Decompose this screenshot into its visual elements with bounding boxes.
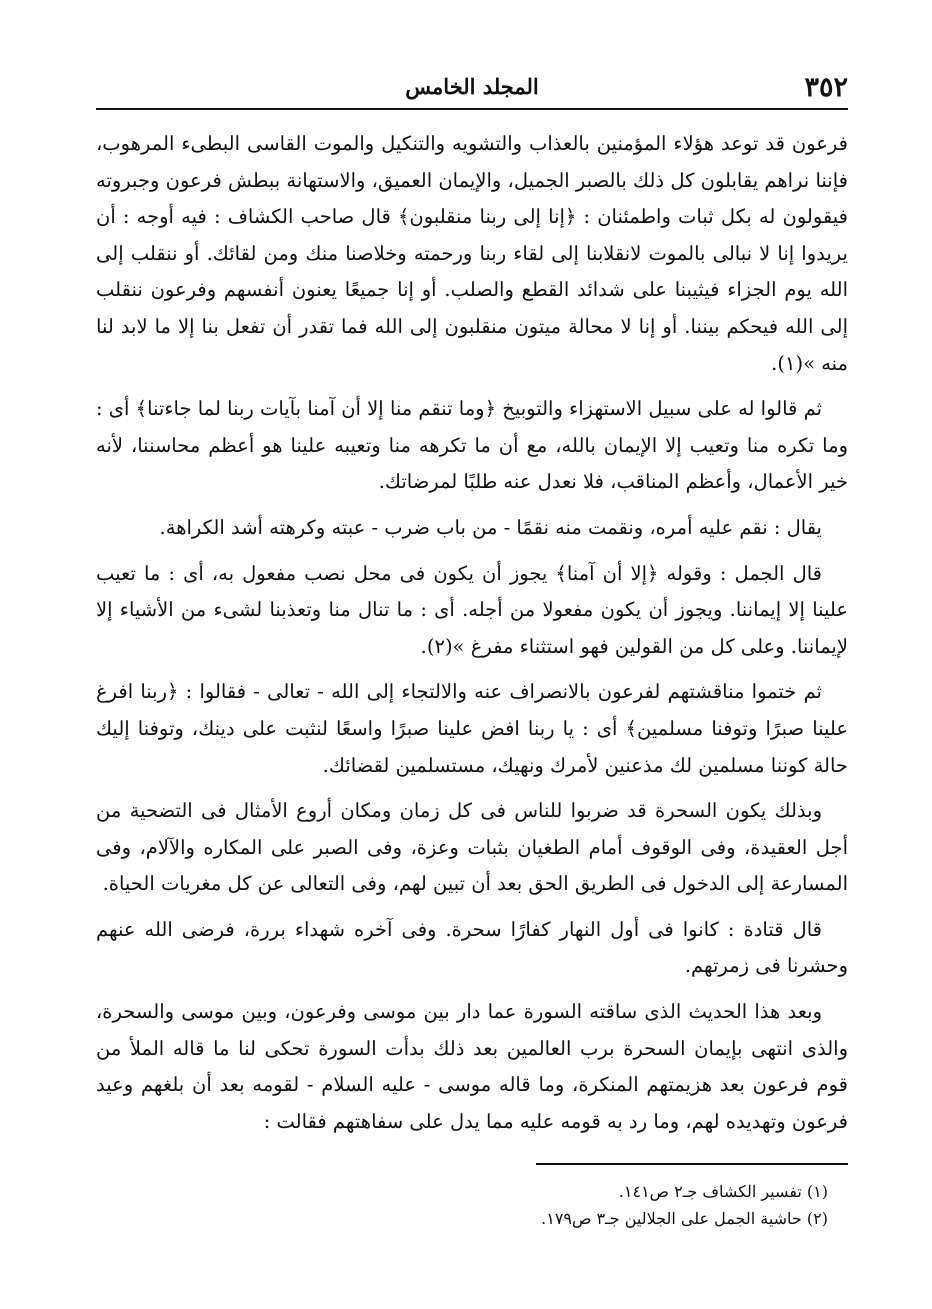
body-text bbox=[96, 126, 848, 1149]
paragraph: فرعون قد توعد هؤلاء المؤمنين بالعذاب والتشويه والتنكيل والموت القاسى البطىء المرهوب، فإننا نراهم يقابلون كل ذلك بالصبر الجميل، والإيمان العميق، والاستهانة ببطش فرعون وجبروته فيقولون له بكل ثبات واطمئنان : ﴿إنا إلى ربنا منقلبون﴾ قال صاحب الكشاف : فيه أوجه : أن يريدوا إنا لا نبالى بالموت لانقلابنا إلى لقاء ربنا ورحمته وخلاصنا منك ومن لقائك. أو ننقلب إلى الله يوم الجزاء فيثيبنا على شدائد القطع والصلب. أو إنا جميعًا يعنون أنفسهم وفرعون ننقلب إلى الله فيحكم بيننا. أو إنا لا محالة ميتون منقلبون إلى الله فما تقدر أن تفعل بنا إلا ما لابد لنا منه »(١). bbox=[96, 132, 848, 375]
footnote: (١) تفسير الكشاف جـ٢ ص١٤١. bbox=[618, 1182, 828, 1201]
footnotes bbox=[96, 1178, 848, 1232]
paragraph: وبعد هذا الحديث الذى ساقته السورة عما دار بين موسى وفرعون، وبين موسى والسحرة، والذى انتهى بإيمان السحرة برب العالمين بعد ذلك بدأت السورة تحكى لنا ما قاله الملأ من قوم فرعون بعد هزيمتهم المنكرة، وما قاله موسى - عليه السلام - لقومه بعد أن بلغهم وعيد فرعون وتهديده لهم، وما رد به قومه عليه مما يدل على سفاهتهم فقالت : bbox=[96, 1000, 848, 1133]
paragraph: ثم ختموا مناقشتهم لفرعون بالانصراف عنه والالتجاء إلى الله - تعالى - فقالوا : ﴿ربنا افرغ علينا صبرًا وتوفنا مسلمين﴾ أى : يا ربنا افض علينا صبرًا واسعًا لنثبت على دينك، وتوفنا إليك حالة كوننا مسلمين لك مذعنين لأمرك ونهيك، مستسلمين لقضائك. bbox=[96, 680, 848, 777]
running-title: المجلد الخامس bbox=[405, 74, 539, 99]
page-header bbox=[96, 70, 848, 104]
paragraph: يقال : نقم عليه أمره، ونقمت منه نقمًا - من باب ضرب - عبته وكرهته أشد الكراهة. bbox=[159, 515, 822, 539]
page-number: ٣٥٢ bbox=[804, 72, 848, 103]
paragraph: ثم قالوا له على سبيل الاستهزاء والتوبيخ ﴿وما تنقم منا إلا أن آمنا بآيات ربنا لما جاءتنا﴾ أى : وما تكره منا وتعيب إلا الإيمان بالله، مع أن ما تكرهه منا وتعيبه علينا هو أعظم محاسننا، لأنه خير الأعمال، وأعظم المناقب، فلا نعدل عنه طلبًا لمرضاتك. bbox=[96, 397, 848, 494]
header-divider bbox=[96, 108, 848, 110]
paragraph: قال قتادة : كانوا فى أول النهار كفارًا سحرة. وفى آخره شهداء بررة، فرضى الله عنهم وحشرنا فى زمرتهم. bbox=[96, 917, 848, 978]
footnote-divider bbox=[536, 1163, 848, 1165]
paragraph: قال الجمل : وقوله ﴿إلا أن آمنا﴾ يجوز أن يكون فى محل نصب مفعول به، أى : ما تعيب علينا إلا إيماننا. ويجوز أن يكون مفعولا من أجله. أى : ما تنال منا وتعذبنا لشىء من الأشياء إلا لإيماننا. وعلى كل من القولين فهو استثناء مفرغ »(٢). bbox=[96, 561, 848, 658]
paragraph: وبذلك يكون السحرة قد ضربوا للناس فى كل زمان ومكان أروع الأمثال فى التضحية من أجل العقيدة، وفى الوقوف أمام الطغيان بثبات وعزة، وفى الصبر على المكاره والآلام، وفى المسارعة إلى الدخول فى الطريق الحق بعد أن تبين لهم، وفى التعالى عن كل مغريات الحياة. bbox=[96, 799, 848, 896]
footnote: (٢) حاشية الجمل على الجلالين جـ٣ ص١٧٩. bbox=[541, 1209, 828, 1228]
